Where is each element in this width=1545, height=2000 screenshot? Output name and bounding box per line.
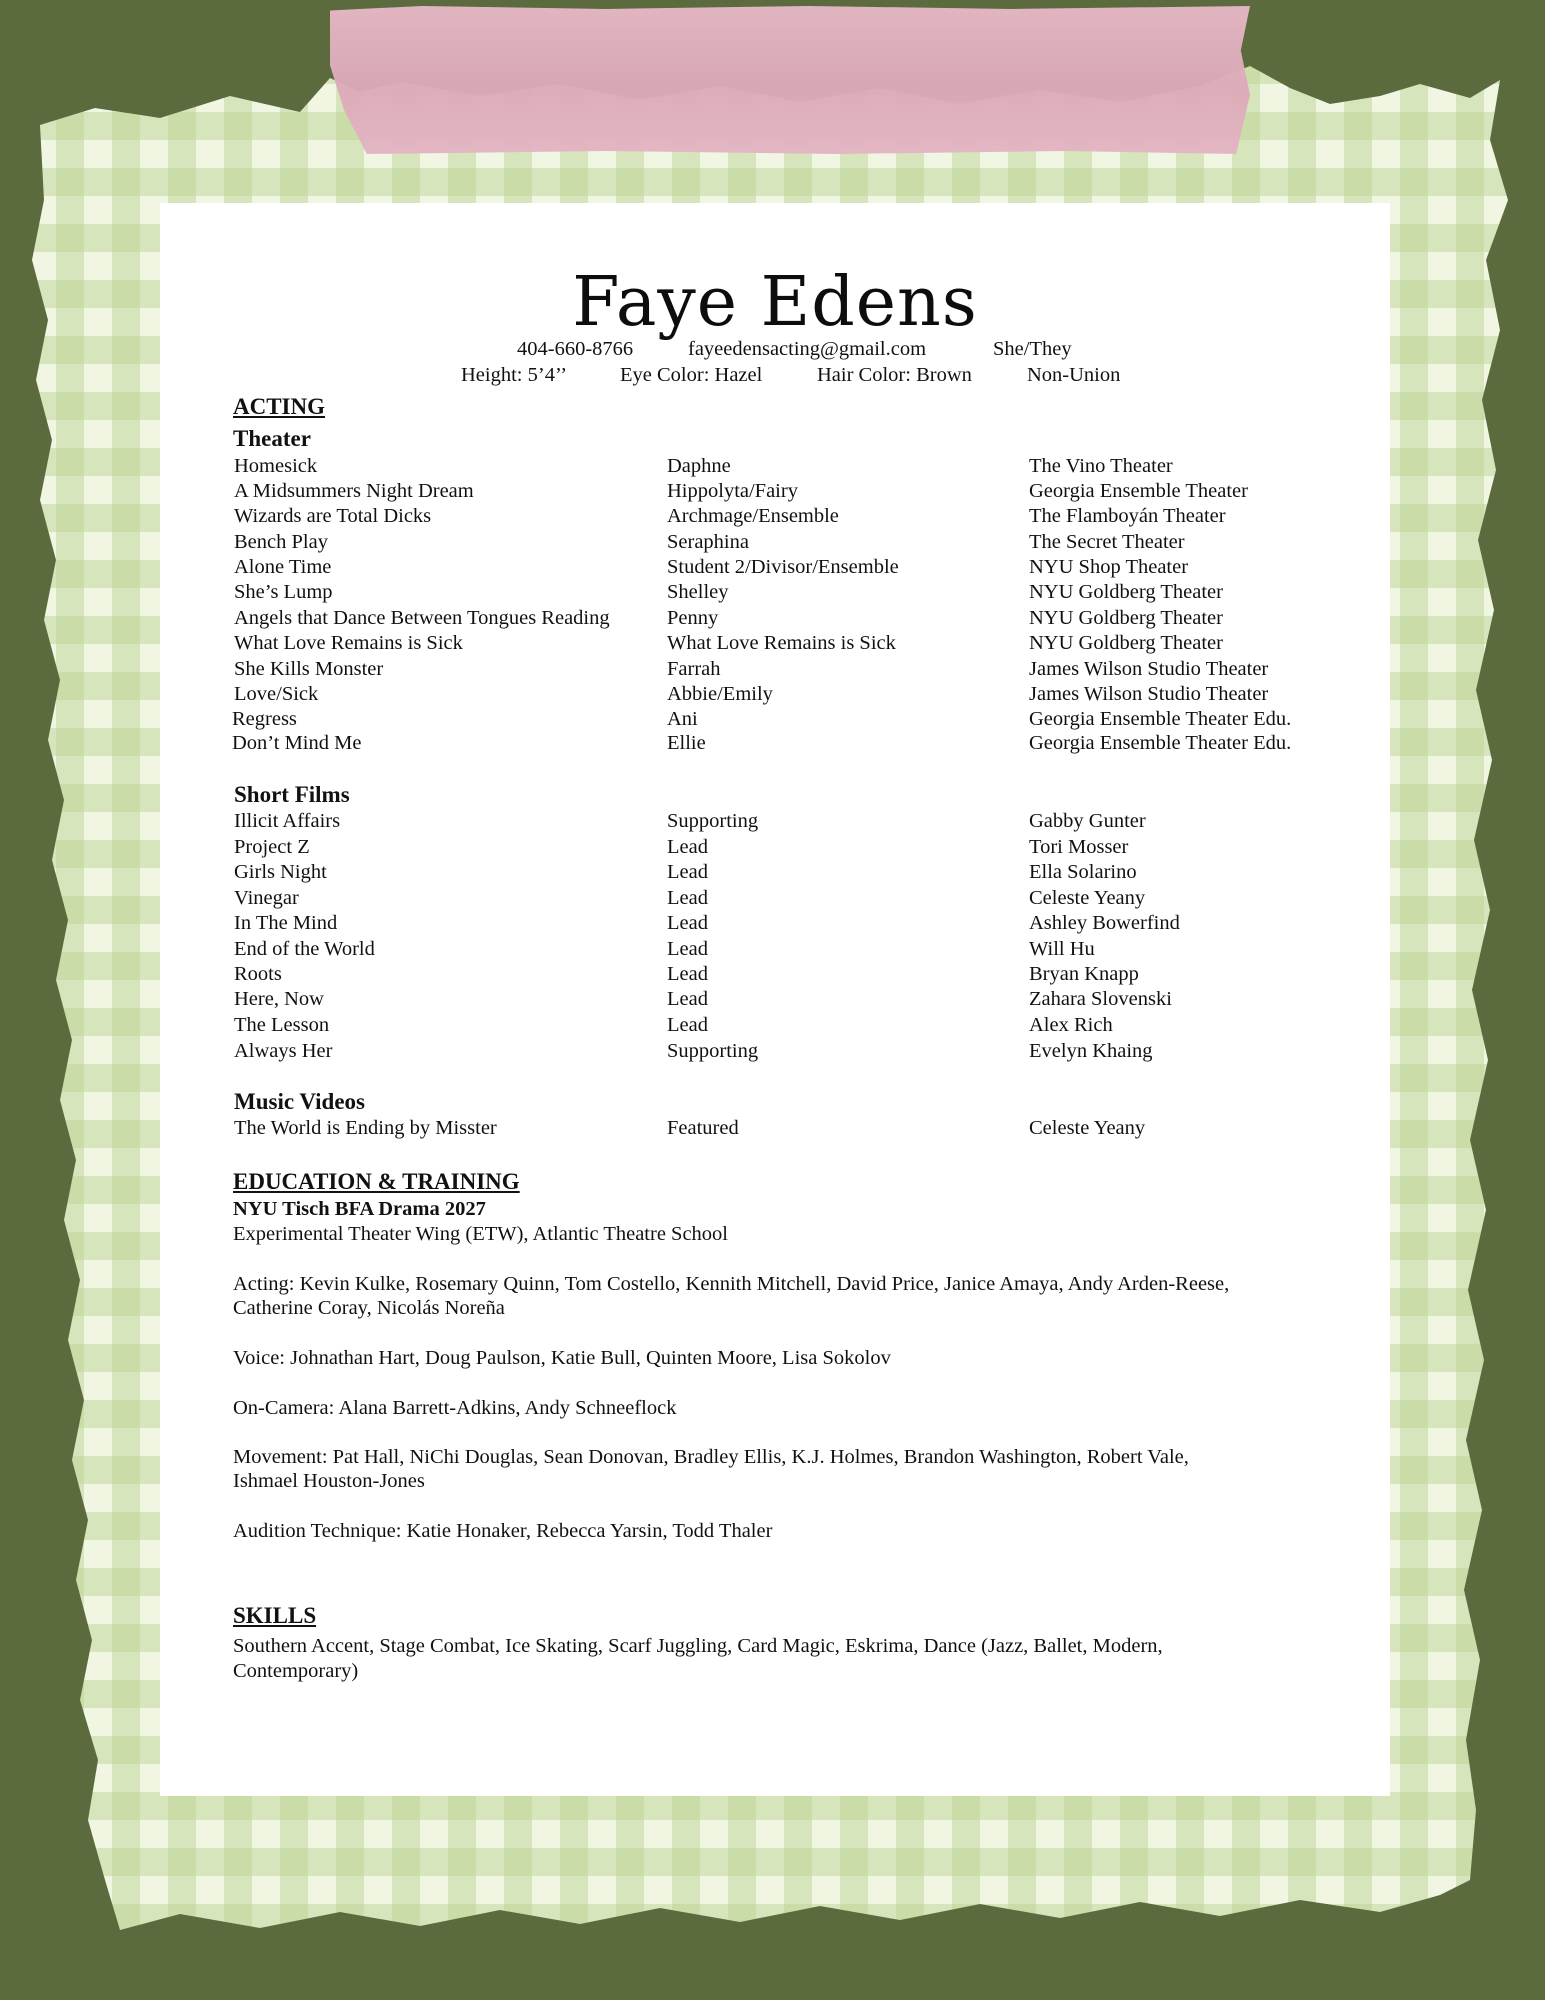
director: Zahara Slovenski xyxy=(1029,988,1172,1010)
union-status: Non-Union xyxy=(1027,364,1121,386)
role: Featured xyxy=(667,1117,739,1139)
degree: NYU Tisch BFA Drama 2027 xyxy=(233,1198,486,1220)
venue: The Flamboyán Theater xyxy=(1029,505,1226,527)
movement-teachers-cont: Ishmael Houston-Jones xyxy=(233,1470,425,1492)
role: Farrah xyxy=(667,658,721,680)
education-heading: EDUCATION & TRAINING xyxy=(233,1169,520,1194)
venue: The Secret Theater xyxy=(1029,531,1185,553)
show-title: Angels that Dance Between Tongues Reading xyxy=(234,607,610,629)
phone-number: 404-660-8766 xyxy=(517,338,634,360)
film-title: Here, Now xyxy=(234,988,324,1010)
show-title: Love/Sick xyxy=(234,683,319,705)
director: Will Hu xyxy=(1029,938,1095,960)
film-title: Vinegar xyxy=(234,887,299,909)
director: Tori Mosser xyxy=(1029,836,1129,858)
venue: James Wilson Studio Theater xyxy=(1029,683,1269,705)
role: What Love Remains is Sick xyxy=(667,632,896,654)
role: Student 2/Divisor/Ensemble xyxy=(667,556,899,578)
venue: Georgia Ensemble Theater Edu. xyxy=(1029,708,1292,730)
show-title: Alone Time xyxy=(234,556,332,578)
director: Alex Rich xyxy=(1029,1014,1113,1036)
on-camera-teachers: On-Camera: Alana Barrett-Adkins, Andy Schneeflock xyxy=(233,1397,677,1419)
role: Lead xyxy=(667,836,708,858)
show-title: Regress xyxy=(232,708,297,730)
role: Lead xyxy=(667,912,708,934)
show-title: She Kills Monster xyxy=(234,658,384,680)
skills-heading: SKILLS xyxy=(233,1603,317,1628)
show-title: A Midsummers Night Dream xyxy=(234,480,474,502)
role: Abbie/Emily xyxy=(667,683,773,705)
skills-list-cont: Contemporary) xyxy=(233,1660,359,1682)
director: Ella Solarino xyxy=(1029,861,1137,883)
film-title: The Lesson xyxy=(234,1014,330,1036)
venue: Georgia Ensemble Theater Edu. xyxy=(1029,732,1292,754)
role: Lead xyxy=(667,938,708,960)
film-title: Girls Night xyxy=(234,861,327,883)
video-title: The World is Ending by Misster xyxy=(234,1117,497,1139)
acting-heading: ACTING xyxy=(233,394,326,419)
resume-sheet xyxy=(160,203,1390,1796)
hair-color: Hair Color: Brown xyxy=(817,364,972,386)
film-title: Project Z xyxy=(234,836,310,858)
film-title: Always Her xyxy=(234,1040,333,1062)
washi-tape xyxy=(330,6,1250,154)
director: Celeste Yeany xyxy=(1029,1117,1146,1139)
role: Lead xyxy=(667,887,708,909)
director: Ashley Bowerfind xyxy=(1029,912,1180,934)
resume-name: Faye Edens xyxy=(572,263,978,342)
venue: James Wilson Studio Theater xyxy=(1029,658,1269,680)
short-films-heading: Short Films xyxy=(234,782,350,807)
role: Supporting xyxy=(667,1040,759,1062)
show-title: Homesick xyxy=(234,455,318,477)
venue: Georgia Ensemble Theater xyxy=(1029,480,1248,502)
show-title: Bench Play xyxy=(234,531,328,553)
audition-teachers: Audition Technique: Katie Honaker, Rebecca Yarsin, Todd Thaler xyxy=(233,1520,773,1542)
show-title: She’s Lump xyxy=(234,581,333,603)
role: Ellie xyxy=(667,732,706,754)
venue: NYU Shop Theater xyxy=(1029,556,1189,578)
director: Celeste Yeany xyxy=(1029,887,1146,909)
music-videos-heading: Music Videos xyxy=(234,1089,365,1114)
film-title: End of the World xyxy=(234,938,375,960)
film-title: In The Mind xyxy=(234,912,338,934)
role: Lead xyxy=(667,988,708,1010)
director: Bryan Knapp xyxy=(1029,963,1139,985)
film-title: Roots xyxy=(234,963,282,985)
role: Penny xyxy=(667,607,719,629)
director: Gabby Gunter xyxy=(1029,810,1146,832)
eye-color: Eye Color: Hazel xyxy=(620,364,763,386)
voice-teachers: Voice: Johnathan Hart, Doug Paulson, Katie Bull, Quinten Moore, Lisa Sokolov xyxy=(233,1347,891,1369)
venue: The Vino Theater xyxy=(1029,455,1173,477)
role: Lead xyxy=(667,963,708,985)
show-title: Don’t Mind Me xyxy=(232,732,362,754)
height: Height: 5’4’’ xyxy=(461,364,568,386)
director: Evelyn Khaing xyxy=(1029,1040,1153,1062)
film-title: Illicit Affairs xyxy=(234,810,341,832)
theater-heading: Theater xyxy=(233,426,311,451)
venue: NYU Goldberg Theater xyxy=(1029,607,1223,629)
studio: Experimental Theater Wing (ETW), Atlantic Theatre School xyxy=(233,1223,728,1245)
acting-teachers-cont: Catherine Coray, Nicolás Noreña xyxy=(233,1297,505,1319)
venue: NYU Goldberg Theater xyxy=(1029,581,1223,603)
venue: NYU Goldberg Theater xyxy=(1029,632,1223,654)
skills-list: Southern Accent, Stage Combat, Ice Skating, Scarf Juggling, Card Magic, Eskrima, Dance (Jazz, Ballet, Modern, xyxy=(233,1635,1163,1657)
show-title: What Love Remains is Sick xyxy=(234,632,463,654)
role: Hippolyta/Fairy xyxy=(667,480,798,502)
role: Lead xyxy=(667,861,708,883)
role: Seraphina xyxy=(667,531,749,553)
email-address: fayeedensacting@gmail.com xyxy=(688,338,927,360)
role: Lead xyxy=(667,1014,708,1036)
pronouns: She/They xyxy=(993,338,1072,360)
role: Shelley xyxy=(667,581,729,603)
role: Supporting xyxy=(667,810,759,832)
role: Archmage/Ensemble xyxy=(667,505,839,527)
role: Ani xyxy=(667,708,698,730)
movement-teachers: Movement: Pat Hall, NiChi Douglas, Sean Donovan, Bradley Ellis, K.J. Holmes, Brandon Washington, Robert Vale, xyxy=(233,1446,1189,1468)
show-title: Wizards are Total Dicks xyxy=(234,505,432,527)
role: Daphne xyxy=(667,455,731,477)
acting-teachers: Acting: Kevin Kulke, Rosemary Quinn, Tom Costello, Kennith Mitchell, David Price, Janice Amaya, Andy Arden-Reese, xyxy=(233,1273,1230,1295)
